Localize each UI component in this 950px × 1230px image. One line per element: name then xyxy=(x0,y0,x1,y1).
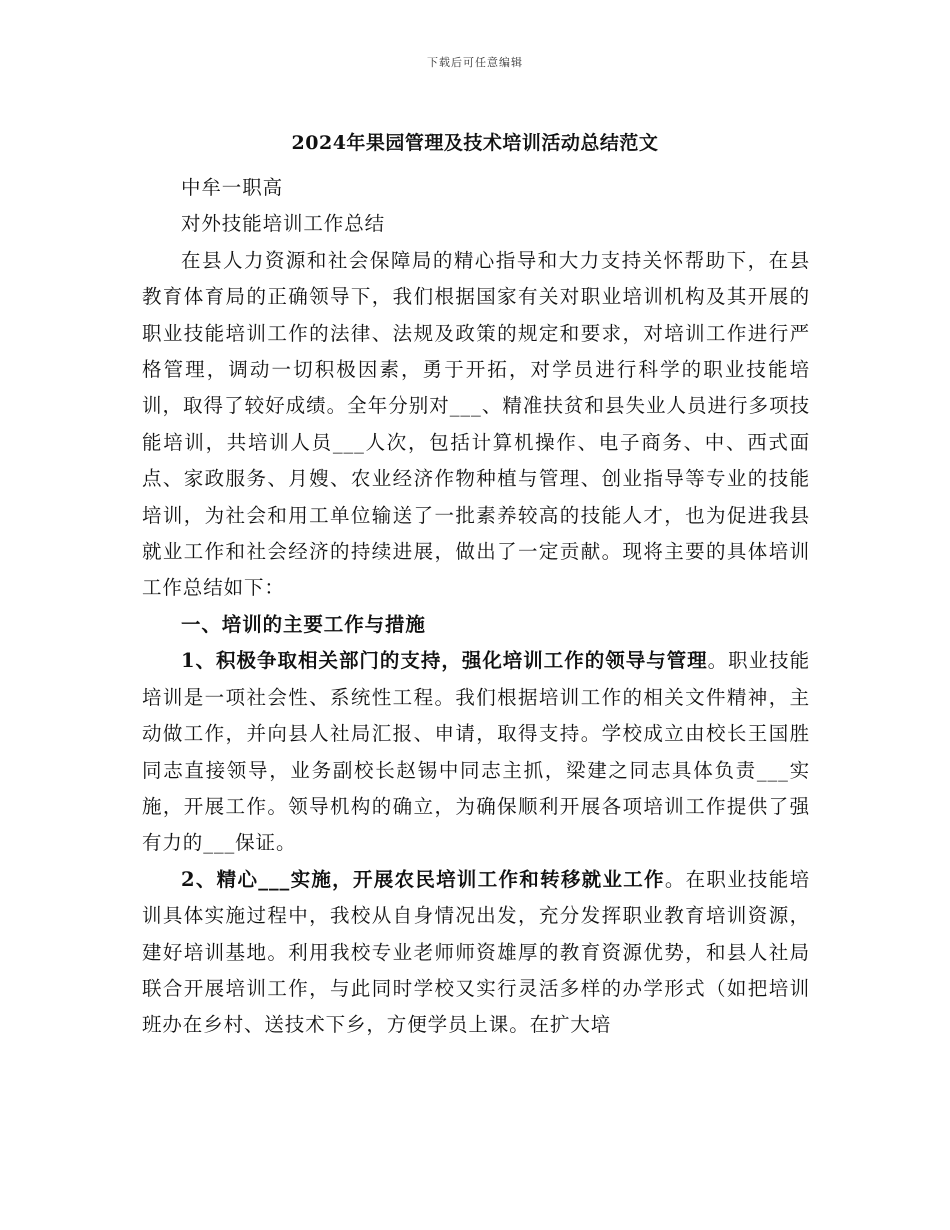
item-1-text: 。职业技能培训是一项社会性、系统性工程。我们根据培训工作的相关文件精神，主动做工作，并向县人社局汇报、申请，取得支持。学校成立由校长王国胜同志直接领导，业务副校长赵锡中同志主抓，梁建之同志具体负责___实施，开展工作。领导机构的确立，为确保顺利开展各项培训工作提供了强有力的___保证。 xyxy=(142,649,810,855)
school-line: 中牟一职高 xyxy=(181,176,284,199)
section-heading: 一、培训的主要工作与措施 xyxy=(181,612,426,636)
item-1-heading: 1、积极争取相关部门的支持，强化培训工作的领导与管理 xyxy=(181,649,708,673)
document-body xyxy=(142,170,810,1044)
document-title: 2024年果园管理及技术培训活动总结范文 xyxy=(291,132,659,154)
header-note: 下载后可任意编辑 xyxy=(427,56,523,69)
item-2-paragraph xyxy=(142,862,810,1044)
item-2-text: 。在职业技能培训具体实施过程中，我校从自身情况出发，充分发挥职业教育培训资源，建好培训基地。利用我校专业老师师资雄厚的教育资源优势，和县人社局联合开展培训工作，与此同时学校又实行灵活多样的办学形式（如把培训班办在乡村、送技术下乡，方便学员上课。在扩大培 xyxy=(142,867,810,1037)
intro-paragraph: 在县人力资源和社会保障局的精心指导和大力支持关怀帮助下，在县教育体育局的正确领导下，我们根据国家有关对职业培训机构及其开展的职业技能培训工作的法律、法规及政策的规定和要求，对培训工作进行严格管理，调动一切积极因素，勇于开拓，对学员进行科学的职业技能培训，取得了较好成绩。全年分别对___、精准扶贫和县失业人员进行多项技能培训，共培训人员___人次，包括计算机操作、电子商务、中、西式面点、家政服务、月嫂、农业经济作物种植与管理、创业指导等专业的技能培训，为社会和用工单位输送了一批素养较高的技能人才，也为促进我县就业工作和社会经济的持续进展，做出了一定贡献。现将主要的具体培训工作总结如下： xyxy=(142,248,810,600)
item-1-paragraph xyxy=(142,643,810,861)
subtitle-line: 对外技能培训工作总结 xyxy=(181,212,386,236)
item-2-heading: 2、精心___实施，开展农民培训工作和转移就业工作 xyxy=(181,867,665,891)
